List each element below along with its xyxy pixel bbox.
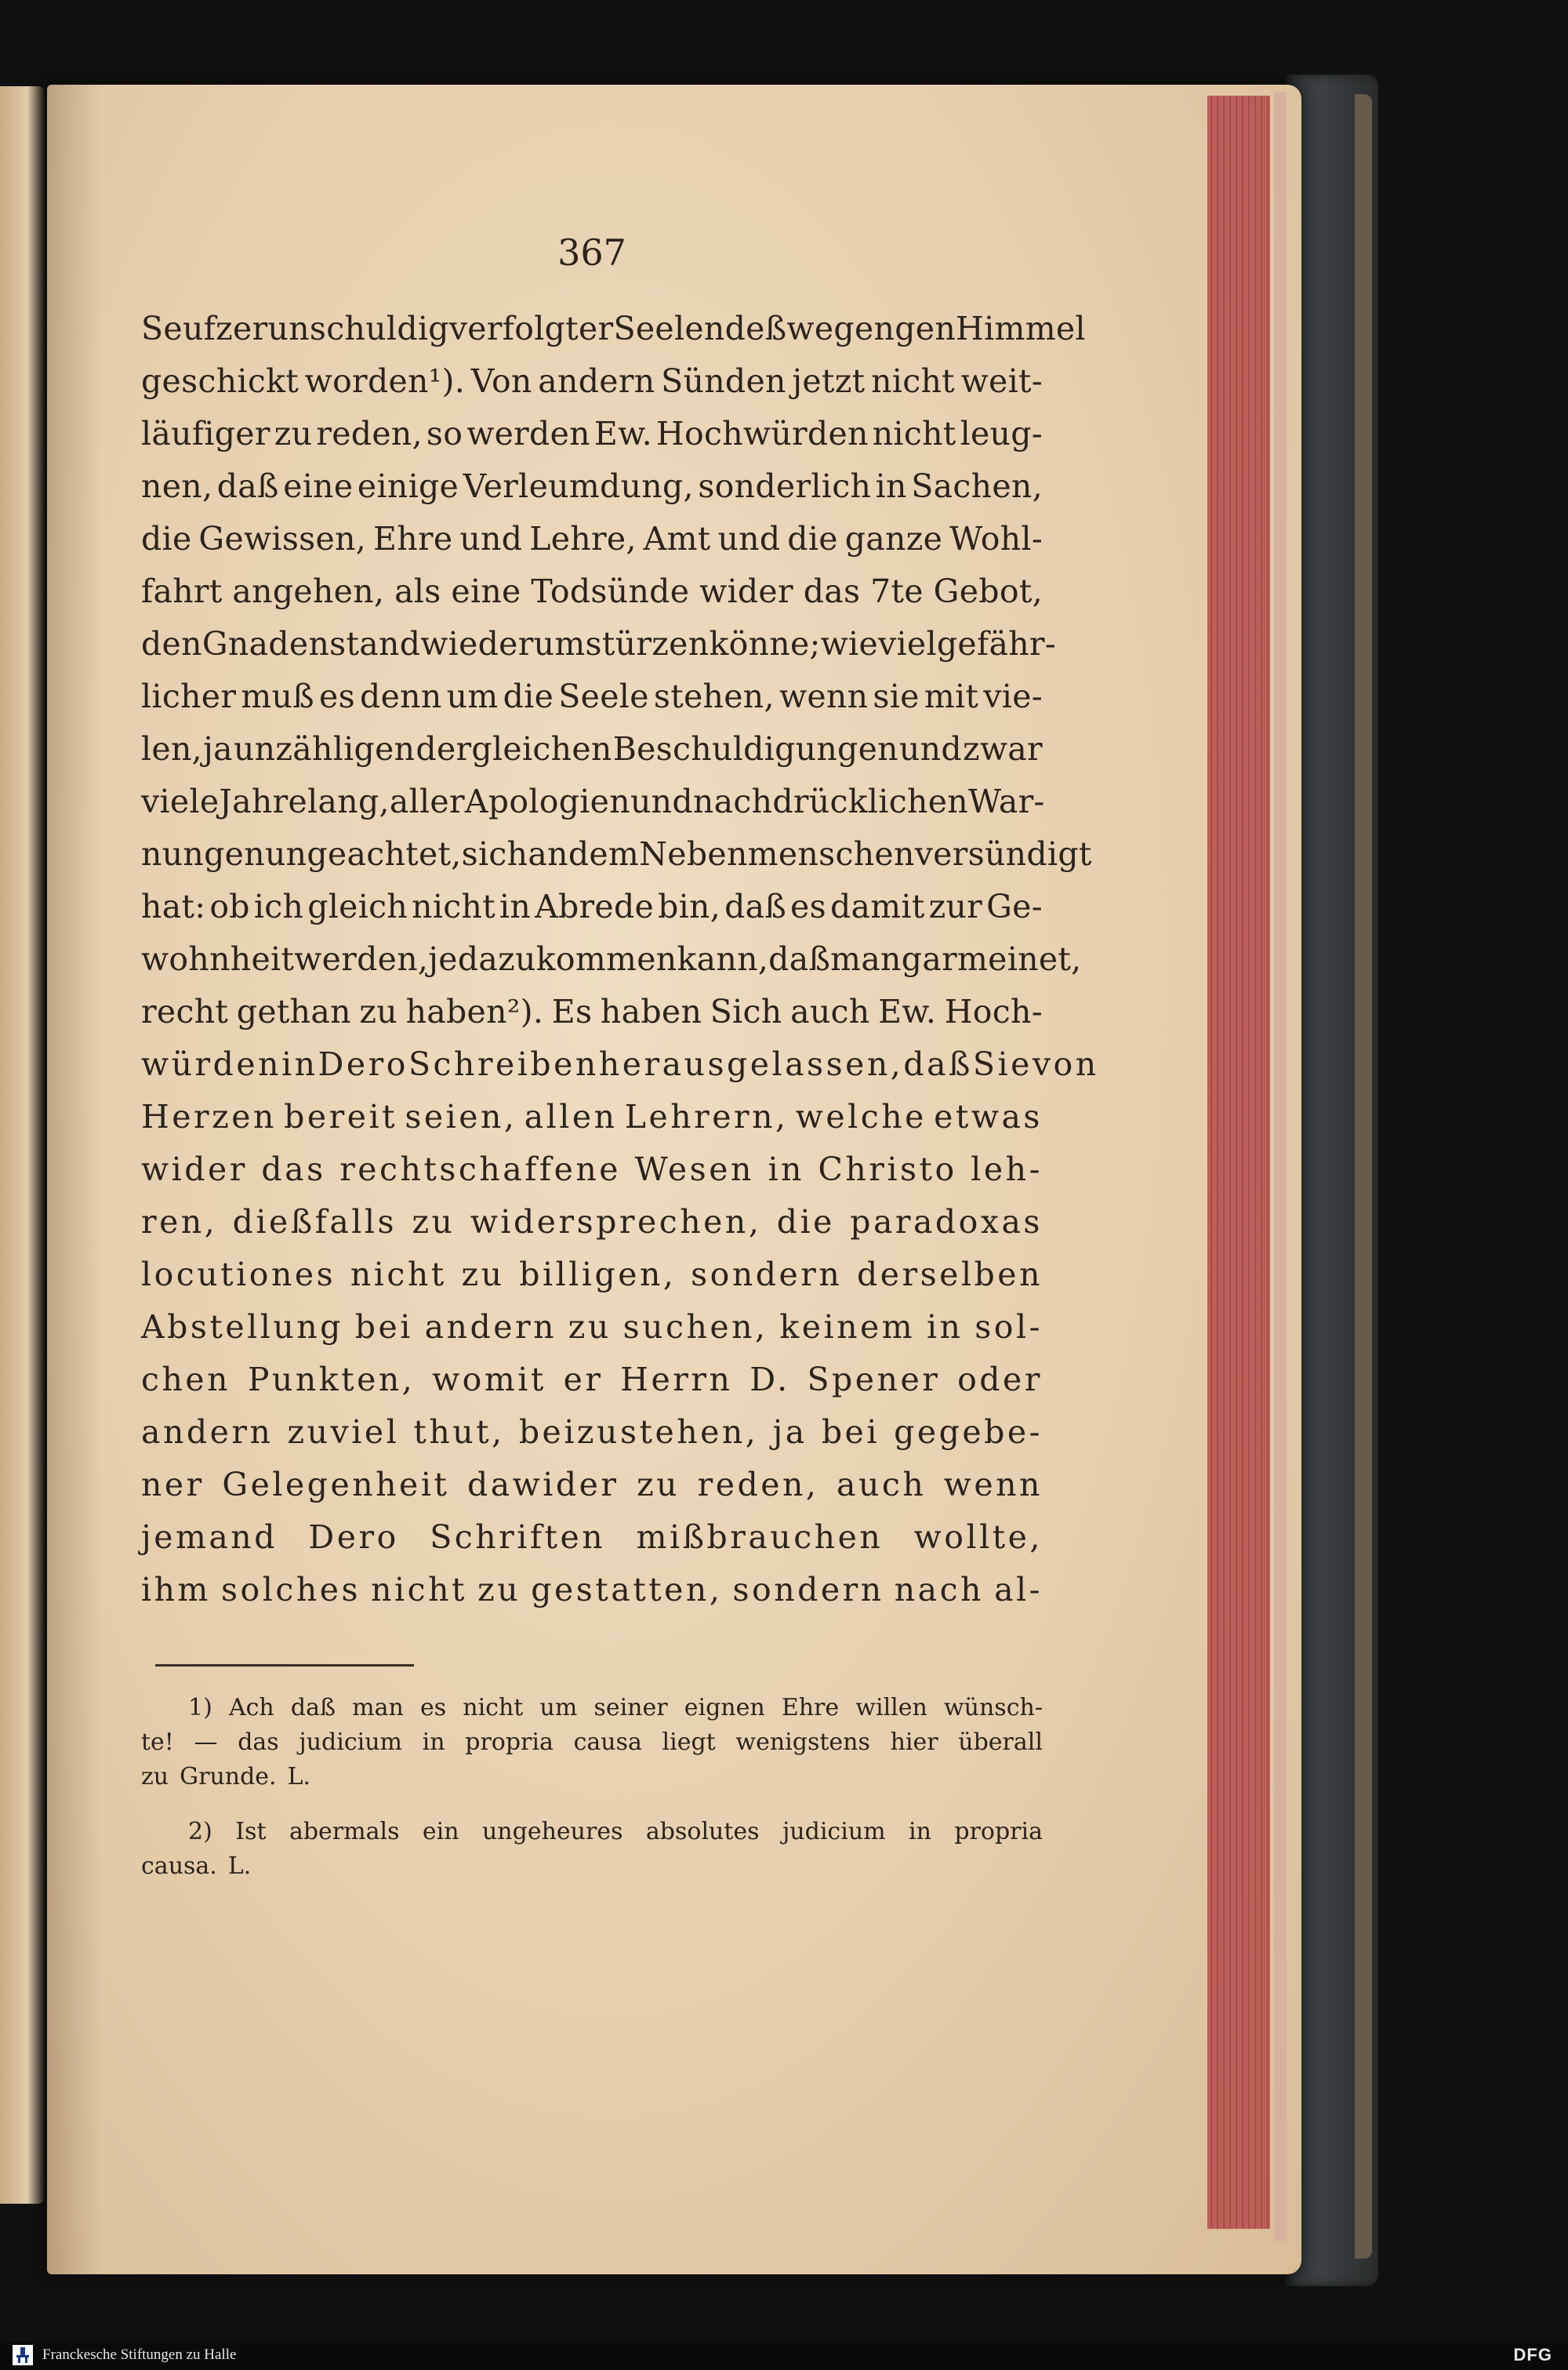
word: eine bbox=[451, 573, 521, 610]
word: sondern bbox=[732, 1571, 884, 1608]
word: D. bbox=[750, 1361, 790, 1398]
word: zuviel bbox=[287, 1413, 400, 1451]
word: Ew. bbox=[593, 415, 652, 453]
text-line bbox=[141, 362, 1043, 415]
footnote-word: L. bbox=[227, 1852, 252, 1880]
text-line bbox=[141, 1518, 1043, 1571]
word: paradoxas bbox=[850, 1203, 1043, 1241]
word: jetzt bbox=[792, 362, 866, 400]
word: gefähr- bbox=[936, 625, 1056, 663]
footnote-word: propria bbox=[465, 1728, 554, 1756]
text-line bbox=[141, 1361, 1043, 1413]
word: es bbox=[319, 678, 355, 715]
word: ja bbox=[772, 1413, 808, 1451]
footnotes bbox=[141, 1694, 1043, 1887]
text-line bbox=[141, 783, 1043, 835]
word: beizustehen, bbox=[518, 1413, 759, 1451]
word: andern bbox=[538, 362, 655, 400]
footnote-word: absolutes bbox=[645, 1818, 760, 1845]
word: mißbrauchen bbox=[636, 1518, 884, 1556]
word: Wesen bbox=[634, 1150, 754, 1188]
word: wohnheit bbox=[141, 940, 295, 978]
word: das bbox=[261, 1150, 326, 1188]
word: Dero bbox=[308, 1518, 399, 1556]
word: dazu bbox=[457, 940, 536, 978]
footnote-word: Grunde. bbox=[180, 1763, 277, 1790]
word: dem bbox=[568, 835, 640, 873]
word: ren, bbox=[141, 1203, 218, 1241]
word: kommen bbox=[535, 940, 677, 978]
word: suchen, bbox=[622, 1308, 768, 1346]
word: Jahre bbox=[219, 783, 308, 820]
word: Ehre bbox=[373, 520, 453, 558]
footnote-word: ungeheures bbox=[481, 1818, 623, 1845]
word: Sich bbox=[710, 993, 782, 1031]
word: unschuldig bbox=[267, 310, 449, 347]
word: gegebe- bbox=[894, 1413, 1043, 1451]
word: sonderlich bbox=[698, 467, 872, 505]
word: Seelen bbox=[613, 310, 725, 347]
text-line bbox=[141, 678, 1043, 730]
funder-logo: DFG bbox=[1513, 2345, 1552, 2365]
word: licher bbox=[141, 678, 237, 715]
word: haben bbox=[600, 993, 702, 1031]
text-line bbox=[141, 1308, 1043, 1361]
word: viel bbox=[878, 625, 937, 663]
word: denn bbox=[360, 678, 442, 715]
word: gleich bbox=[307, 888, 408, 925]
word: daß bbox=[724, 888, 787, 925]
word: nicht bbox=[350, 1256, 447, 1293]
word: die bbox=[787, 520, 838, 558]
word: Punkten, bbox=[247, 1361, 416, 1398]
word: versündigt bbox=[914, 835, 1092, 873]
word: Hochwürden bbox=[655, 415, 869, 453]
footnote-word: eignen bbox=[684, 1694, 765, 1721]
footnote-word: judicium bbox=[299, 1728, 402, 1756]
word: nen, bbox=[141, 467, 213, 505]
word: leug- bbox=[960, 415, 1043, 453]
word: wenn bbox=[943, 1466, 1043, 1503]
word: ungeachtet, bbox=[264, 835, 462, 873]
word: Wohl- bbox=[949, 520, 1043, 558]
footnote-word: daß bbox=[290, 1694, 336, 1721]
word: und bbox=[898, 730, 962, 768]
word: so bbox=[426, 415, 463, 453]
footnote-gap bbox=[141, 1797, 1043, 1818]
word: Dero bbox=[318, 1045, 408, 1083]
word: Lehrern, bbox=[624, 1098, 789, 1136]
word: Himmel bbox=[956, 310, 1086, 347]
text-line bbox=[141, 625, 1056, 678]
word: dießfalls bbox=[232, 1203, 397, 1241]
word: läufiger bbox=[141, 415, 270, 453]
text-line bbox=[141, 1571, 1043, 1623]
word: und bbox=[459, 520, 523, 558]
word: Schreiben bbox=[408, 1045, 599, 1083]
word: wenn bbox=[779, 678, 869, 715]
footnote-word: ein bbox=[422, 1818, 459, 1845]
text-line bbox=[141, 1098, 1043, 1150]
word: bei bbox=[354, 1308, 413, 1346]
word: sondern bbox=[691, 1256, 843, 1293]
text-line bbox=[141, 1150, 1043, 1203]
word: muß bbox=[241, 678, 314, 715]
institution-name: Franckesche Stiftungen zu Halle bbox=[42, 2346, 237, 2363]
institution-logo-icon bbox=[13, 2345, 33, 2365]
word: daß bbox=[216, 467, 279, 505]
word: zu bbox=[637, 1466, 681, 1503]
word: als bbox=[394, 573, 441, 610]
footnote-word: Ach bbox=[228, 1694, 274, 1721]
word: man bbox=[830, 940, 902, 978]
text-line bbox=[141, 888, 1043, 940]
word: locutiones bbox=[141, 1256, 336, 1293]
word: andern bbox=[141, 1413, 274, 1451]
word: nicht bbox=[371, 1571, 468, 1608]
word: zu bbox=[412, 1203, 456, 1241]
footnote-line bbox=[141, 1818, 1043, 1852]
word: geschickt bbox=[141, 362, 299, 400]
word: Hoch- bbox=[944, 993, 1043, 1031]
word: allen bbox=[524, 1098, 618, 1136]
text-line bbox=[141, 730, 1043, 783]
footnote-word: um bbox=[539, 1694, 578, 1721]
text-line bbox=[141, 1045, 1099, 1098]
word: in bbox=[768, 1150, 804, 1188]
word: Gewissen, bbox=[198, 520, 367, 558]
word: auch bbox=[790, 993, 870, 1031]
word: Schriften bbox=[430, 1518, 606, 1556]
footnote-word: in bbox=[909, 1818, 931, 1845]
word: War- bbox=[967, 783, 1045, 820]
word: etwas bbox=[934, 1098, 1043, 1136]
word: von bbox=[1032, 1045, 1099, 1083]
word: nicht bbox=[412, 888, 495, 925]
word: hat: bbox=[141, 888, 206, 925]
word: ja bbox=[203, 730, 233, 768]
footnote-word: nicht bbox=[463, 1694, 524, 1721]
word: werden bbox=[466, 415, 590, 453]
word: wollte, bbox=[913, 1518, 1043, 1556]
word: ner bbox=[141, 1466, 205, 1503]
text-line bbox=[141, 835, 1092, 888]
word: den bbox=[141, 625, 202, 663]
page-number-text: 367 bbox=[557, 231, 626, 274]
word: nicht bbox=[871, 362, 955, 400]
word: nachdrücklichen bbox=[692, 783, 968, 820]
word: wider bbox=[699, 573, 793, 610]
gutter-shadow bbox=[47, 85, 102, 2274]
text-line bbox=[141, 520, 1043, 573]
word: sol- bbox=[975, 1308, 1043, 1346]
word: Christo bbox=[818, 1150, 957, 1188]
footnote-rule bbox=[155, 1664, 414, 1667]
word: er bbox=[563, 1361, 604, 1398]
footnote-word: in bbox=[422, 1728, 445, 1756]
word: einige bbox=[357, 467, 459, 505]
word: um bbox=[446, 678, 499, 715]
word: mit bbox=[924, 678, 979, 715]
word: reden, bbox=[697, 1466, 819, 1503]
footnote-word: propria bbox=[954, 1818, 1043, 1845]
page-edge-strip bbox=[1274, 93, 1287, 2241]
word: Beschuldigungen bbox=[612, 730, 898, 768]
footnote-line bbox=[141, 1852, 1043, 1887]
word: 7te bbox=[870, 573, 924, 610]
word: Herrn bbox=[620, 1361, 733, 1398]
footnote-word: judicium bbox=[782, 1818, 886, 1845]
footnote-line bbox=[141, 1763, 1043, 1797]
word: oder bbox=[957, 1361, 1043, 1398]
word: könne; bbox=[709, 625, 821, 663]
word: sie bbox=[873, 678, 920, 715]
word: zu bbox=[568, 1308, 612, 1346]
word: unzähligen bbox=[233, 730, 416, 768]
word: Sünden bbox=[661, 362, 786, 400]
word: nach bbox=[894, 1571, 984, 1608]
word: die bbox=[141, 520, 192, 558]
word: Sachen, bbox=[911, 467, 1043, 505]
word: meinet, bbox=[956, 940, 1082, 978]
word: Herzen bbox=[141, 1098, 277, 1136]
word: billigen, bbox=[519, 1256, 677, 1293]
footnote-word: wenigstens bbox=[735, 1728, 870, 1756]
word: es bbox=[790, 888, 826, 925]
word: verfolgter bbox=[448, 310, 614, 347]
word: leh- bbox=[971, 1150, 1043, 1188]
text-line bbox=[141, 467, 1043, 520]
word: Ge- bbox=[986, 888, 1043, 925]
footnote-word: willen bbox=[855, 1694, 927, 1721]
red-page-edges bbox=[1207, 96, 1270, 2229]
word: welche bbox=[795, 1098, 927, 1136]
word: Gebot, bbox=[933, 573, 1043, 610]
word: in bbox=[875, 467, 907, 505]
word: ich bbox=[253, 888, 304, 925]
word: in bbox=[499, 888, 532, 925]
footnote-word: causa bbox=[573, 1728, 642, 1756]
word: wider bbox=[141, 1150, 248, 1188]
word: an bbox=[528, 835, 568, 873]
footnote-word: hier bbox=[890, 1728, 938, 1756]
word: rechtschaffene bbox=[339, 1150, 622, 1188]
word: nicht bbox=[872, 415, 956, 453]
word: Es bbox=[551, 993, 593, 1031]
text-line bbox=[141, 1413, 1043, 1466]
word: zur bbox=[928, 888, 983, 925]
word: Seele bbox=[558, 678, 649, 715]
word: solches bbox=[221, 1571, 361, 1608]
footnote-line bbox=[141, 1728, 1043, 1763]
body-text bbox=[141, 310, 1099, 1623]
word: chen bbox=[141, 1361, 231, 1398]
word: Todsünde bbox=[531, 573, 690, 610]
page-number bbox=[141, 231, 1043, 278]
word: zu bbox=[461, 1256, 505, 1293]
word: Seufzer bbox=[141, 310, 268, 347]
word: Verleumdung, bbox=[463, 467, 694, 505]
word: wie bbox=[820, 625, 879, 663]
footer-bar bbox=[0, 2341, 1568, 2370]
word: stehen, bbox=[653, 678, 775, 715]
footnote-word: Ist bbox=[235, 1818, 267, 1845]
word: Gelegenheit bbox=[222, 1466, 450, 1503]
word: angehen, bbox=[232, 573, 385, 610]
text-line bbox=[141, 415, 1043, 467]
word: bereit bbox=[284, 1098, 398, 1136]
word: andern bbox=[424, 1308, 557, 1346]
word: das bbox=[803, 573, 861, 610]
word: al- bbox=[994, 1571, 1043, 1608]
word: daß bbox=[768, 940, 831, 978]
word: deßwegen bbox=[724, 310, 895, 347]
word: Abstellung bbox=[141, 1308, 343, 1346]
word: gar bbox=[901, 940, 957, 978]
word: die bbox=[503, 678, 554, 715]
word: umstürzen bbox=[533, 625, 710, 663]
word: und bbox=[630, 783, 693, 820]
word: Amt bbox=[643, 520, 711, 558]
footnote-word: abermals bbox=[289, 1818, 400, 1845]
word: reden, bbox=[316, 415, 423, 453]
word: womit bbox=[432, 1361, 546, 1398]
word: sich bbox=[461, 835, 528, 873]
word: derselben bbox=[857, 1256, 1043, 1293]
text-line bbox=[141, 940, 1082, 993]
word: viele bbox=[141, 783, 220, 820]
text-line bbox=[141, 310, 1086, 362]
word: je bbox=[428, 940, 458, 978]
word: weit- bbox=[960, 362, 1043, 400]
text-line bbox=[141, 993, 1043, 1045]
word: zu bbox=[477, 1571, 521, 1608]
word: herausgelassen, bbox=[598, 1045, 904, 1083]
word: jemand bbox=[141, 1518, 278, 1556]
word: Sie bbox=[972, 1045, 1033, 1083]
word: zwar bbox=[962, 730, 1043, 768]
word: in bbox=[281, 1045, 318, 1083]
word: ob bbox=[209, 888, 250, 925]
text-line bbox=[141, 573, 1043, 625]
word: bei bbox=[821, 1413, 880, 1451]
word: bin, bbox=[658, 888, 721, 925]
word: gestatten, bbox=[531, 1571, 723, 1608]
word: lang, bbox=[307, 783, 390, 820]
word: recht bbox=[141, 993, 229, 1031]
word: würden bbox=[141, 1045, 282, 1083]
word: vie- bbox=[983, 678, 1043, 715]
word: Apologien bbox=[464, 783, 630, 820]
word: widersprechen, bbox=[470, 1203, 762, 1241]
word: in bbox=[926, 1308, 964, 1346]
footnote-word: es bbox=[419, 1694, 447, 1721]
word: gethan bbox=[236, 993, 351, 1031]
footnote-word: überall bbox=[958, 1728, 1043, 1756]
word: Lehre, bbox=[529, 520, 637, 558]
footnote-word: — bbox=[194, 1728, 218, 1756]
word: gen bbox=[895, 310, 956, 347]
word: Ew. bbox=[878, 993, 937, 1031]
word: werden, bbox=[294, 940, 429, 978]
word: thut, bbox=[413, 1413, 505, 1451]
word: zu bbox=[274, 415, 313, 453]
word: keinem bbox=[779, 1308, 916, 1346]
word: Von bbox=[470, 362, 532, 400]
word: len, bbox=[141, 730, 203, 768]
footnote-word: causa. bbox=[141, 1852, 217, 1880]
word: wieder bbox=[420, 625, 534, 663]
footnote-word: man bbox=[352, 1694, 404, 1721]
footnote-word: te! bbox=[141, 1728, 174, 1756]
word: zu bbox=[359, 993, 397, 1031]
word: Spener bbox=[807, 1361, 941, 1398]
footnote-word: seiner bbox=[593, 1694, 668, 1721]
word: kann, bbox=[677, 940, 769, 978]
text-line bbox=[141, 1256, 1043, 1308]
word: eine bbox=[283, 467, 354, 505]
footnote-word: zu bbox=[141, 1763, 169, 1790]
word: aller bbox=[389, 783, 465, 820]
word: die bbox=[776, 1203, 835, 1241]
word: fahrt bbox=[141, 573, 223, 610]
footnote-word: Ehre bbox=[781, 1694, 840, 1721]
word: seien, bbox=[405, 1098, 517, 1136]
word: Abrede bbox=[535, 888, 655, 925]
word: dergleichen bbox=[416, 730, 612, 768]
word: dawider bbox=[466, 1466, 619, 1503]
footnote-line bbox=[141, 1694, 1043, 1728]
word: Gnadenstand bbox=[201, 625, 421, 663]
word: auch bbox=[837, 1466, 927, 1503]
text-line bbox=[141, 1466, 1043, 1518]
footnote-word: das bbox=[238, 1728, 279, 1756]
footnote-word: liegt bbox=[662, 1728, 716, 1756]
word: damit bbox=[829, 888, 925, 925]
footnote-word: 1) bbox=[188, 1694, 212, 1721]
word: daß bbox=[903, 1045, 973, 1083]
word: haben²). bbox=[405, 993, 544, 1031]
footnote-word: L. bbox=[287, 1763, 311, 1790]
word: worden¹). bbox=[304, 362, 466, 400]
word: und bbox=[717, 520, 781, 558]
footnote-word: wünsch- bbox=[943, 1694, 1043, 1721]
word: nungen bbox=[141, 835, 265, 873]
cover-edge bbox=[1355, 94, 1372, 2259]
text-line bbox=[141, 1203, 1043, 1256]
word: ihm bbox=[141, 1571, 211, 1608]
previous-page-edge bbox=[0, 86, 45, 2204]
word: Nebenmenschen bbox=[639, 835, 915, 873]
word: ganze bbox=[844, 520, 943, 558]
footnote-word: 2) bbox=[188, 1818, 212, 1845]
